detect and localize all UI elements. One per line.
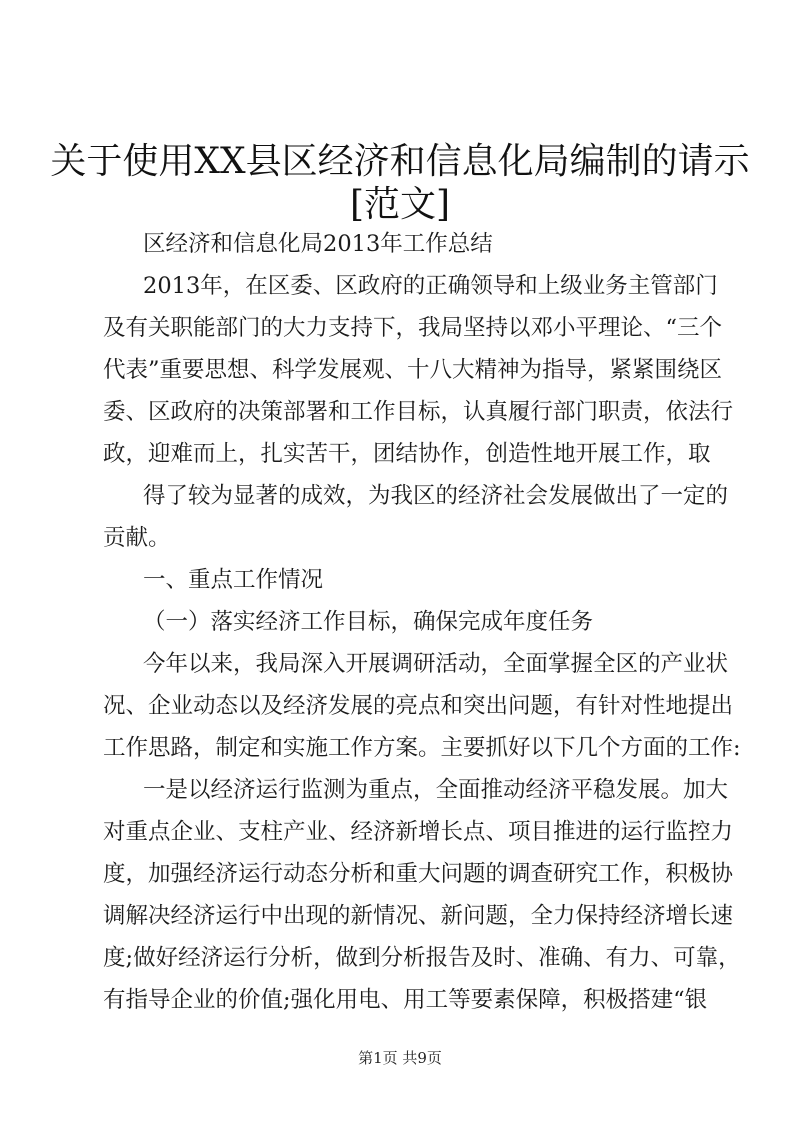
document-title-line-1: 关于使用XX县区经济和信息化局编制的请示 [50, 141, 750, 182]
body-line-19: 有指导企业的价值;强化用电、用工等要素保障，积极搭建“银 [103, 987, 708, 1013]
page-footer: 第1页 共9页 [358, 1049, 442, 1067]
section-heading-1: 一、重点工作情况 [143, 567, 324, 593]
body-line-13: 工作思路，制定和实施工作方案。主要抓好以下几个方面的工作: [103, 735, 741, 761]
body-line-14: 一是以经济运行监测为重点，全面推动经济平稳发展。加大 [143, 777, 729, 803]
body-line-6: 政，迎难而上，扎实苦干，团结协作，创造性地开展工作，取 [103, 441, 711, 467]
body-line-12: 况、企业动态以及经济发展的亮点和突出问题，有针对性地提出 [103, 693, 734, 719]
body-line-2: 2013年，在区委、区政府的正确领导和上级业务主管部门 [143, 273, 718, 299]
body-line-15: 对重点企业、支柱产业、经济新增长点、项目推进的运行监控力 [103, 819, 734, 845]
body-line-1: 区经济和信息化局2013年工作总结 [143, 231, 493, 257]
subsection-heading-1: （一）落实经济工作目标，确保完成年度任务 [143, 609, 594, 635]
body-line-17: 调解决经济运行中出现的新情况、新问题，全力保持经济增长速 [103, 903, 734, 929]
body-line-8: 贡献。 [103, 525, 171, 551]
body-line-18: 度;做好经济运行分析，做到分析报告及时、准确、有力、可靠， [103, 945, 741, 971]
document-title-line-2: [范文] [349, 184, 451, 225]
body-line-11: 今年以来，我局深入开展调研活动，全面掌握全区的产业状 [143, 651, 729, 677]
body-line-3: 及有关职能部门的大力支持下，我局坚持以邓小平理论、“三个 [103, 315, 723, 341]
body-line-7: 得了较为显著的成效，为我区的经济社会发展做出了一定的 [143, 483, 729, 509]
body-line-16: 度，加强经济运行动态分析和重大问题的调查研究工作，积极协 [103, 861, 734, 887]
body-line-4: 代表”重要思想、科学发展观、十八大精神为指导，紧紧围绕区 [103, 357, 723, 383]
body-line-5: 委、区政府的决策部署和工作目标，认真履行部门职责，依法行 [103, 399, 734, 425]
